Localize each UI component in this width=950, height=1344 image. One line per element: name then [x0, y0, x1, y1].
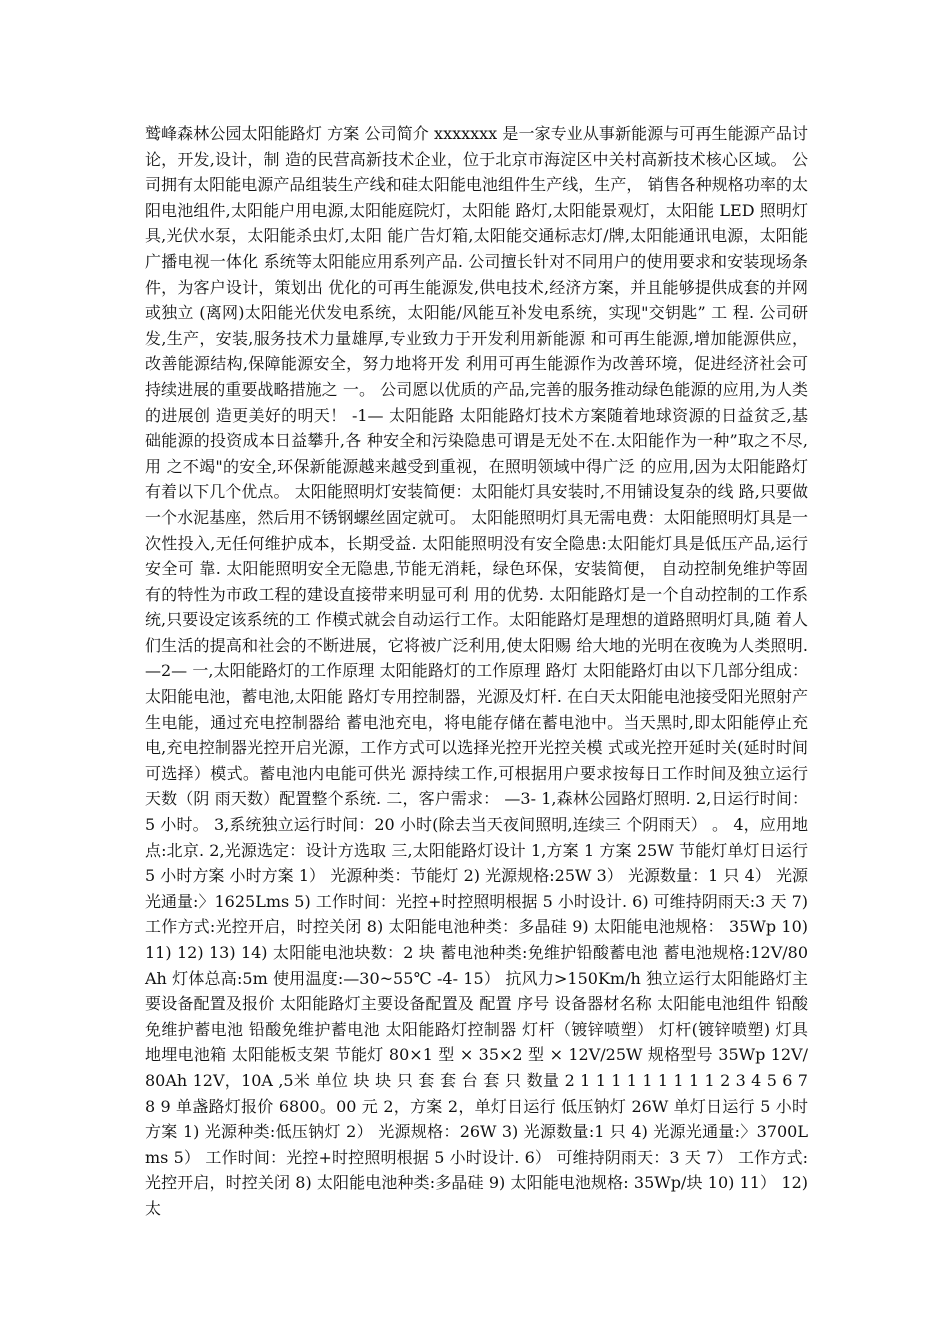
body-text: 鹫峰森林公园太阳能路灯 方案 公司简介 xxxxxxx 是一家专业从事新能源与可再生能源产品讨论，开发,设计，制 造的民营高新技术企业，位于北京市海淀区中关村高新技术核心区域。 公司拥有太阳能电源产品组装生产线和硅太阳能电池组件生产线，生产， 销售各种规格功率的太阳电池组件,太阳能户用电源,太阳能庭院灯，太阳能 路灯,太阳能景观灯，太阳能 LED 照明灯具,光伏水泵，太阳能杀虫灯,太阳 能广告灯箱,太阳能交通标志灯/牌,太阳能通讯电源，太阳能广播电视一体化 系统等太阳能应用系列产品. 公司擅长针对不同用户的使用要求和安装现场条件，为客户设计，策划出 优化的可再生能源发,供电技术,经济方案，并且能够提供成套的并网或独立 (离网)太阳能光伏发电系统，太阳能/风能互补发电系统，实现"交钥匙” 工 程. 公司研发,生产，安装,服务技术力量雄厚,专业致力于开发利用新能源 和可再生能源,增加能源供应，改善能源结构,保障能源安全，努力地将开发 利用可再生能源作为改善环境，促进经济社会可持续进展的重要战略措施之 一。 公司愿以优质的产品,完善的服务推动绿色能源的应用,为人类的进展创 造更美好的明天！ -1— 太阳能路 太阳能路灯技术方案随着地球资源的日益贫乏,基础能源的投资成本日益攀升,各 种安全和污染隐患可谓是无处不在.太阳能作为一种”取之不尽,用 之不竭"的安全,环保新能源越来越受到重视，在照明领域中得广泛 的应用,因为太阳能路灯有着以下几个优点。 太阳能照明灯安装简便：太阳能灯具安装时,不用铺设复杂的线 路,只要做一个水泥基座，然后用不锈钢螺丝固定就可。 太阳能照明灯具无需电费：太阳能照明灯具是一次性投入,无任何维护成本，长期受益. 太阳能照明没有安全隐患:太阳能灯具是低压产品,运行安全可 靠. 太阳能照明安全无隐患,节能无消耗，绿色环保，安装简便， 自动控制免维护等固有的特性为市政工程的建设直接带来明显可利 用的优势. 太阳能路灯是一个自动控制的工作系统,只要设定该系统的工 作模式就会自动运行工作。太阳能路灯是理想的道路照明灯具,随 着人们生活的提高和社会的不断进展，它将被广泛利用,使太阳赐 给大地的光明在夜晚为人类照明. —2— 一,太阳能路灯的工作原理 太阳能路灯的工作原理 路灯 太阳能路灯由以下几部分组成：太阳能电池，蓄电池,太阳能 路灯专用控制器，光源及灯杆. 在白天太阳能电池接受阳光照射产生电能，通过充电控制器给 蓄电池充电，将电能存储在蓄电池中。当天黑时,即太阳能停止充 电,充电控制器光控开启光源，工作方式可以选择光控开光控关模 式或光控开延时关(延时时间可选择）模式。蓄电池内电能可供光 源持续工作,可根据用户要求按每日工作时间及独立运行天数（阴 雨天数）配置整个系统. 二，客户需求： —3- 1,森林公园路灯照明. 2,日运行时间：5 小时。 3,系统独立运行时间：20 小时(除去当天夜间照明,连续三 个阴雨天） 。 4，应用地点:北京. 2,光源选定：设计方选取 三,太阳能路灯设计 1,方案 1 方案 25W 节能灯单灯日运行 5 小时方案 小时方案 1） 光源种类：节能灯 2) 光源规格:25W 3） 光源数量：1 只 4） 光源光通量:〉1625Lms 5) 工作时间：光控+时控照明根据 5 小时设计. 6) 可维持阴雨天:3 天 7) 工作方式:光控开启，时控关闭 8) 太阳能电池种类：多晶硅 9) 太阳能电池规格： 35Wp 10) 11) 12) 13) 14) 太阳能电池块数：2 块 蓄电池种类:免维护铅酸蓄电池 蓄电池规格:12V/80Ah 灯体总高:5m 使用温度:—30~55℃ -4- 15） 抗风力>150Km/h 独立运行太阳能路灯主要设备配置及报价 太阳能路灯主要设备配置及 配置 序号 设备器材名称 太阳能电池组件 铅酸免维护蓄电池 铅酸免维护蓄电池 太阳能路灯控制器 灯杆（镀锌喷塑） 灯杆(镀锌喷塑) 灯具 地埋电池箱 太阳能板支架 节能灯 80×1 型 × 35×2 型 × 12V/25W 规格型号 35Wp 12V/80Ah 12V，10A ,5米 单位 块 块 只 套 套 台 套 只 数量 2 1 1 1 1 1 1 1 1 1 2 3 4 5 6 7 8 9 单盏路灯报价 6800。00 元 2，方案 2，单灯日运行 低压钠灯 26W 单灯日运行 5 小时方案 1) 光源种类:低压钠灯 2） 光源规格：26W 3) 光源数量:1 只 4) 光源光通量:〉3700Lms 5） 工作时间：光控+时控照明根据 5 小时设计. 6） 可维持阴雨天：3 天 7） 工作方式:光控开启，时控关闭 8) 太阳能电池种类:多晶硅 9) 太阳能电池规格: 35Wp/块 10) 11） 12) 太	[145, 124, 808, 1218]
